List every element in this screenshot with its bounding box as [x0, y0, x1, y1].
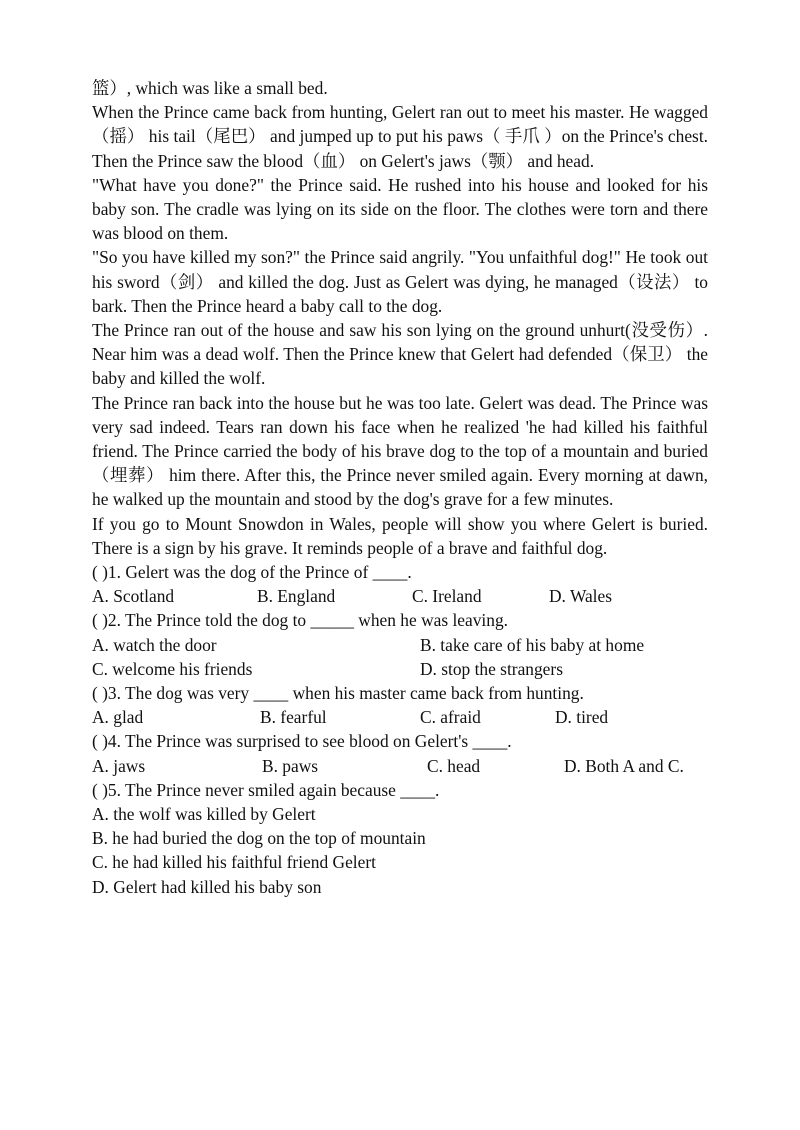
option-a: A. watch the door — [92, 634, 217, 655]
option-d: D. Gelert had killed his baby son — [92, 876, 322, 897]
option-c: C. afraid — [420, 707, 481, 728]
passage-paragraph: The Prince ran back into the house but he was too late. Gelert was dead. The Prince was very sad indeed. Tears ran down his face when he realized 'he had killed his faithful friend. The Prince carried the body of his brave dog to the top of a mountain and buried（埋葬） him there. After this, the Prince never smiled again. Every morning at dawn, he walked up the mountain and stood by the dog's grave for a few minutes. — [92, 392, 708, 510]
option-b: B. paws — [262, 755, 319, 776]
option-b: B. England — [257, 586, 336, 607]
option-d: D. Both A and C. — [564, 755, 684, 776]
question-options — [92, 705, 708, 729]
question-stem: ( )4. The Prince was surprised to see blood on Gelert's ____. — [92, 731, 512, 752]
option-c: C. Ireland — [412, 586, 482, 607]
question-options — [92, 657, 708, 681]
question-options — [92, 633, 708, 657]
passage-paragraph: When the Prince came back from hunting, Gelert ran out to meet his master. He wagged（摇） his tail（尾巴） and jumped up to put his paws（ 手爪 ）on the Prince's chest. Then the Prince saw the blood（血） on Gelert's jaws（颚） and head. — [92, 102, 708, 171]
option-c: C. head — [427, 755, 481, 776]
option-a: A. Scotland — [92, 586, 175, 607]
question-stem: ( )1. Gelert was the dog of the Prince of ____. — [92, 562, 412, 583]
question-stem: ( )5. The Prince never smiled again because ____. — [92, 779, 440, 800]
option-a: A. glad — [92, 707, 144, 728]
passage-paragraph: "So you have killed my son?" the Prince said angrily. "You unfaithful dog!" He took out his sword（剑） and killed the dog. Just as Gelert was dying, he managed（设法） to bark. Then the Prince heard a baby call to the dog. — [92, 247, 708, 316]
question-stem: ( )2. The Prince told the dog to _____ when he was leaving. — [92, 610, 508, 631]
passage-paragraph: "What have you done?" the Prince said. He rushed into his house and looked for his baby son. The cradle was lying on its side on the floor. The clothes were torn and there was blood on them. — [92, 174, 708, 244]
passage-paragraph: The Prince ran out of the house and saw his son lying on the ground unhurt(没受伤）. Near him was a dead wolf. Then the Prince knew that Gelert had defended（保卫） the baby and killed the wolf. — [92, 320, 708, 389]
option-b: B. take care of his baby at home — [420, 634, 645, 655]
option-d: D. Wales — [549, 586, 612, 607]
option-b: B. he had buried the dog on the top of mountain — [92, 828, 426, 849]
option-c: C. welcome his friends — [92, 658, 253, 679]
option-c: C. he had killed his faithful friend Gelert — [92, 852, 376, 873]
option-a: A. the wolf was killed by Gelert — [92, 804, 316, 825]
question-options — [92, 754, 708, 778]
option-d: D. stop the strangers — [420, 658, 563, 679]
passage-paragraph: If you go to Mount Snowdon in Wales, people will show you where Gelert is buried. There is a sign by his grave. It reminds people of a brave and faithful dog. — [92, 513, 708, 558]
document-page — [92, 76, 708, 899]
passage-paragraph: 篮）, which was like a small bed. — [92, 78, 328, 98]
option-d: D. tired — [555, 707, 609, 728]
option-b: B. fearful — [260, 707, 327, 728]
option-a: A. jaws — [92, 755, 146, 776]
question-stem: ( )3. The dog was very ____ when his master came back from hunting. — [92, 683, 584, 704]
question-options — [92, 584, 708, 608]
